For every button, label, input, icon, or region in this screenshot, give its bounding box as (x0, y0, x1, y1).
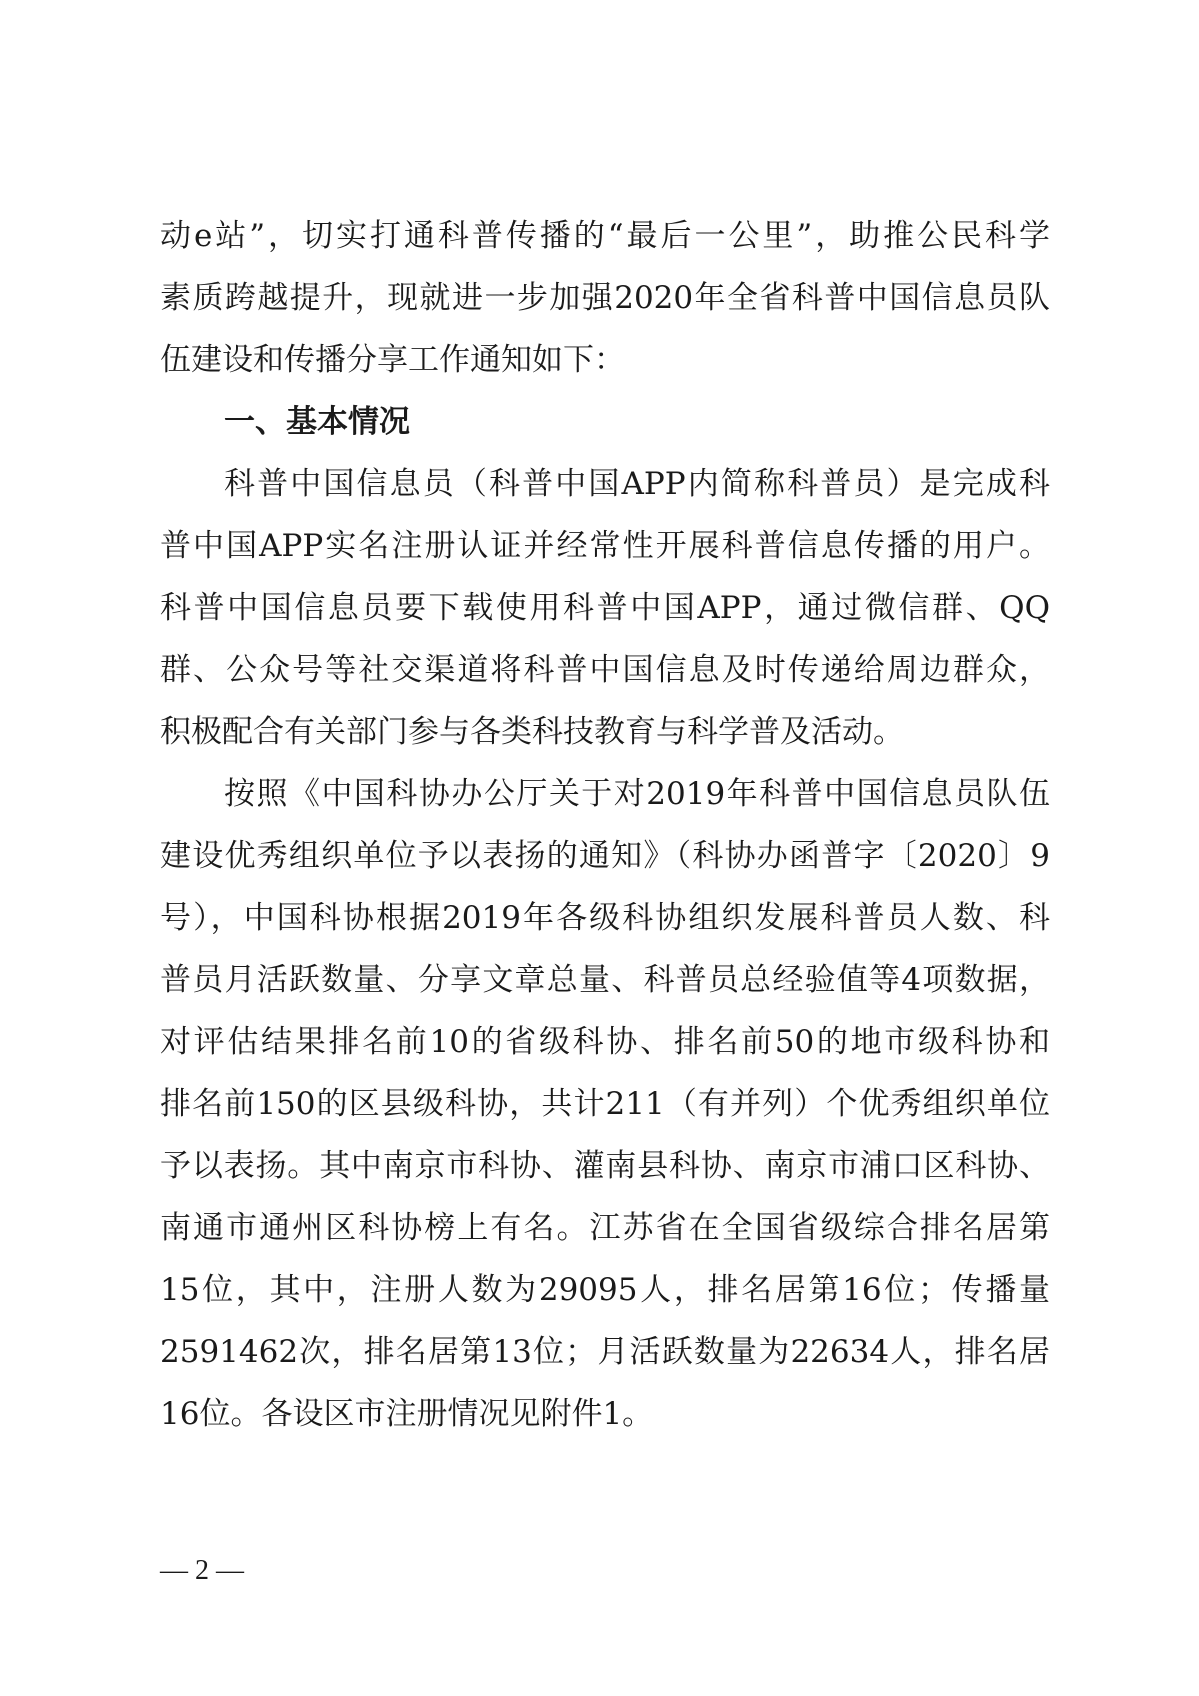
paragraph2-line-8: 南通市通州区科协榜上有名。江苏省在全国省级综合排名居第 (160, 1210, 1050, 1246)
paragraph1-line-3: 科普中国信息员要下载使用科普中国APP，通过微信群、QQ (160, 590, 1050, 626)
page-number: — 2 — (160, 1555, 244, 1586)
section-heading: 一、基本情况 (224, 404, 410, 440)
paragraph2-line-6: 排名前150的区县级科协，共计211（有并列）个优秀组织单位 (160, 1086, 1050, 1122)
paragraph1-line-1: 科普中国信息员（科普中国APP内简称科普员）是完成科 (224, 466, 1050, 502)
paragraph2-line-9: 15位，其中，注册人数为29095人，排名居第16位；传播量 (160, 1272, 1050, 1308)
paragraph1-line-2: 普中国APP实名注册认证并经常性开展科普信息传播的用户。 (160, 528, 1050, 564)
body-text (160, 205, 1050, 1445)
intro-line-1: 动e站”，切实打通科普传播的“最后一公里”，助推公民科学 (160, 218, 1050, 254)
paragraph2-line-5: 对评估结果排名前10的省级科协、排名前50的地市级科协和 (160, 1024, 1050, 1060)
paragraph2-line-10: 2591462次，排名居第13位；月活跃数量为22634人，排名居 (160, 1334, 1050, 1370)
paragraph2-line-2: 建设优秀组织单位予以表扬的通知》（科协办函普字〔2020〕9 (160, 838, 1050, 874)
paragraph1-line-4: 群、公众号等社交渠道将科普中国信息及时传递给周边群众， (160, 652, 1050, 688)
paragraph2-line-4: 普员月活跃数量、分享文章总量、科普员总经验值等4项数据， (160, 962, 1050, 998)
paragraph2-line-1: 按照《中国科协办公厅关于对2019年科普中国信息员队伍 (224, 776, 1050, 812)
intro-line-3: 伍建设和传播分享工作通知如下： (160, 342, 625, 378)
paragraph2-line-11: 16位。各设区市注册情况见附件1。 (160, 1396, 654, 1432)
intro-line-2: 素质跨越提升，现就进一步加强2020年全省科普中国信息员队 (160, 280, 1050, 316)
paragraph1-line-5: 积极配合有关部门参与各类科技教育与科学普及活动。 (160, 714, 904, 750)
paragraph2-line-7: 予以表扬。其中南京市科协、灌南县科协、南京市浦口区科协、 (160, 1148, 1050, 1184)
paragraph2-line-3: 号），中国科协根据2019年各级科协组织发展科普员人数、科 (160, 900, 1050, 936)
